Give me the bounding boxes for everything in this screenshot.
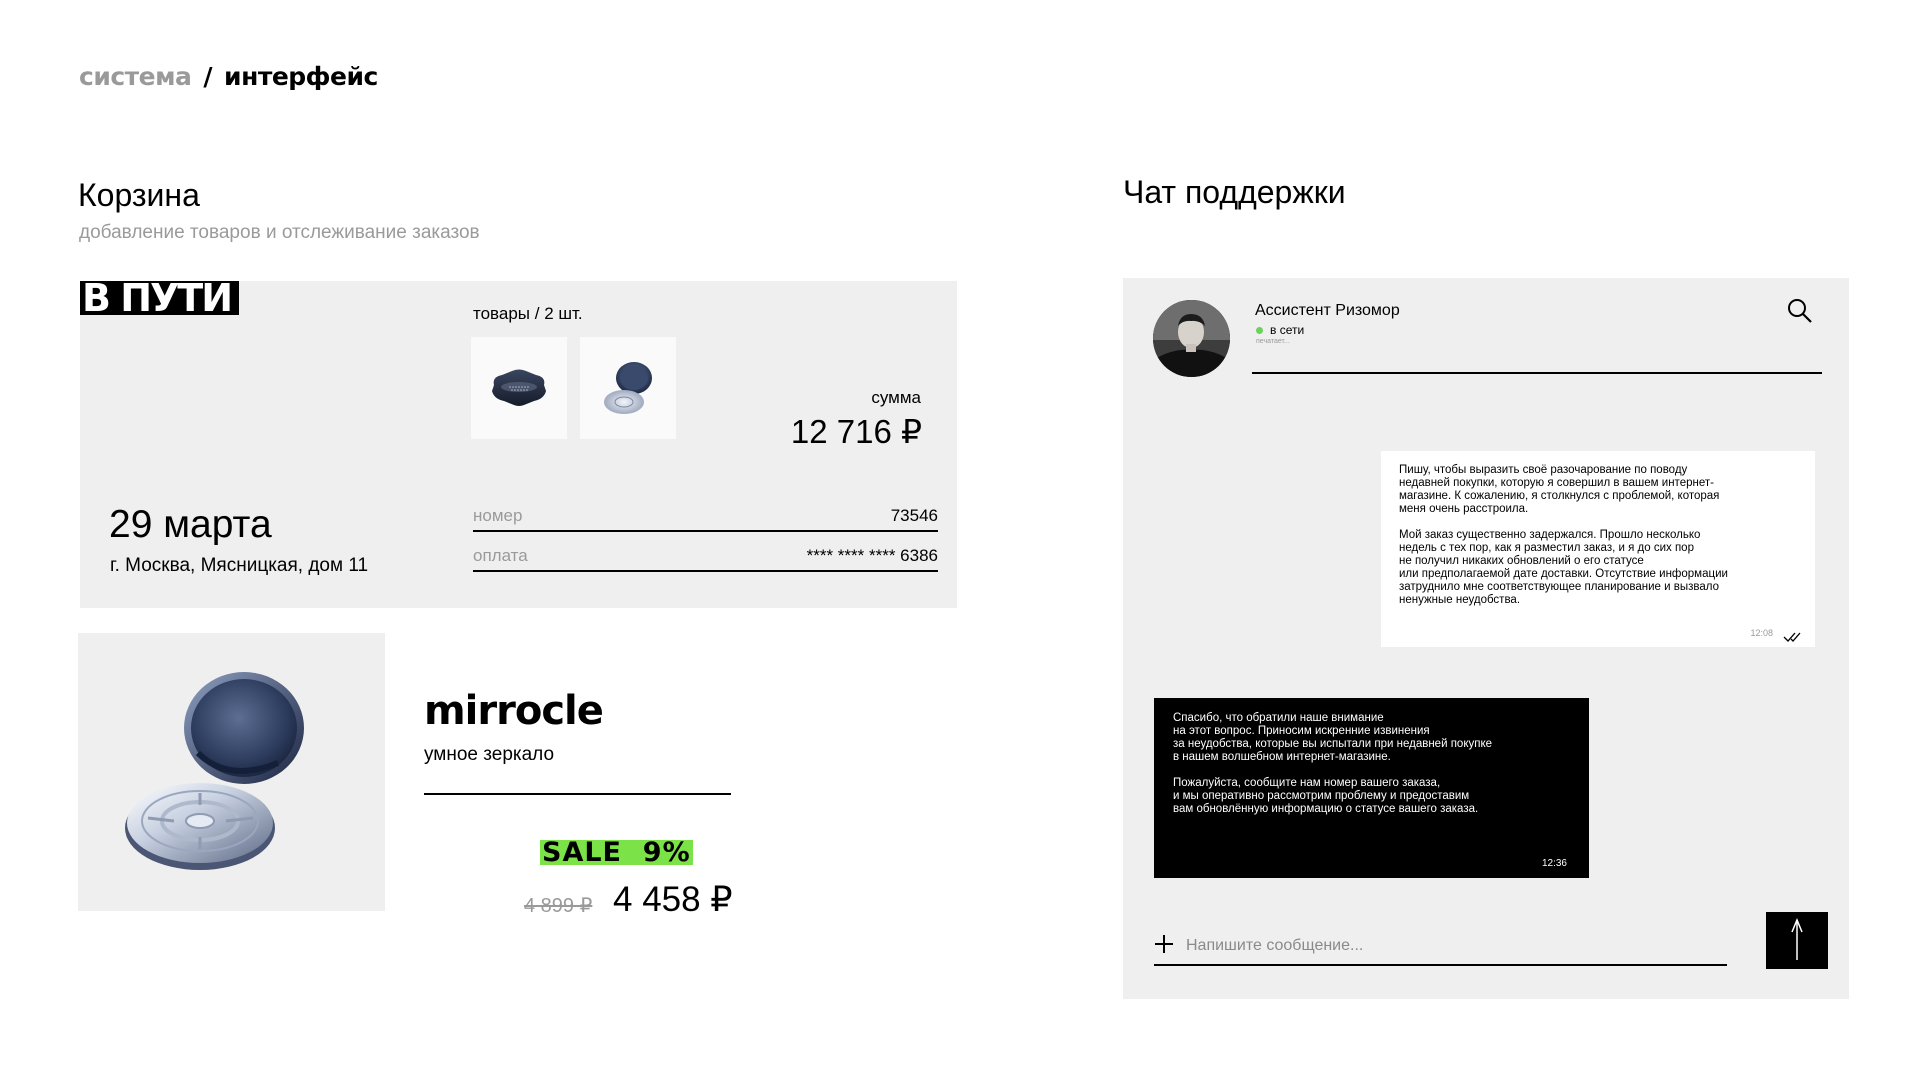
product-description: умное зеркало [424, 744, 555, 765]
breadcrumb-root[interactable]: система [79, 62, 192, 91]
mirror-product-illustration [78, 633, 385, 911]
message-input[interactable] [1154, 928, 1727, 966]
typing-indicator: печатает... [1256, 338, 1290, 345]
agent-name: Ассистент Ризомор [1255, 302, 1400, 319]
order-number-value: 73546 [890, 506, 938, 525]
chat-message-agent [1154, 698, 1589, 878]
order-payment-label: оплата [473, 546, 528, 565]
support-chat [1123, 278, 1849, 999]
order-number-row [473, 499, 938, 532]
order-number-label: номер [473, 506, 523, 525]
product-brand: mirrocle [424, 688, 603, 734]
order-sum-value: 12 716 ₽ [790, 413, 922, 450]
double-check-icon [1783, 629, 1805, 639]
plus-icon[interactable] [1153, 933, 1175, 955]
send-arrow-icon [1766, 912, 1828, 969]
avatar[interactable] [1153, 300, 1230, 377]
product-image[interactable] [78, 633, 385, 911]
order-sum-label: сумма [871, 388, 921, 407]
product-divider [424, 793, 731, 795]
chat-title: Чат поддержки [1123, 174, 1346, 210]
message-time: 12:08 [1750, 628, 1773, 638]
chat-header-divider [1252, 372, 1822, 374]
product-mirror-image [598, 356, 658, 420]
online-status-dot [1256, 327, 1263, 334]
cart-subtitle: добавление товаров и отслеживание заказов [79, 222, 480, 243]
order-item-thumbnail[interactable] [471, 337, 567, 439]
breadcrumb-current: интерфейс [224, 62, 378, 91]
message-time: 12:36 [1541, 858, 1567, 869]
product-old-price: 4 899 ₽ [524, 895, 593, 917]
cart-title: Корзина [78, 177, 200, 213]
order-card[interactable] [80, 281, 957, 608]
message-text: Пишу, чтобы выразить своё разочарование по поводу недавней покупки, которую я совершил в вашем интернет- магазине. К сожалению, я столкнулся с проблемой, которая меня очень расстроила. Мой заказ существенно задержался. Прошло несколько недель с тех пор, как я разместил заказ, и я до сих пор не получил никаких обновлений о его статусе или предполагаемой дате доставки. Отсутствие информации затруднило мне соответствующее планирование и вызвало ненужные неудобства. [1399, 464, 1728, 606]
order-payment-value: **** **** **** 6386 [806, 546, 938, 565]
chat-message-user [1381, 451, 1815, 647]
order-date: 29 марта [109, 503, 272, 546]
order-items-title: товары / 2 шт. [473, 304, 583, 323]
breadcrumb-separator: / [203, 62, 213, 91]
order-item-thumbnail[interactable] [580, 337, 676, 439]
sale-badge: SALE 9% [542, 837, 691, 868]
order-payment-row [473, 539, 938, 572]
breadcrumb [79, 62, 378, 91]
order-address: г. Москва, Мясницкая, дом 11 [110, 555, 369, 576]
agent-status: в сети [1270, 323, 1305, 337]
product-puck-image [484, 363, 554, 413]
search-icon[interactable] [1785, 296, 1815, 326]
order-status-badge: В ПУТИ [80, 281, 239, 315]
message-text: Спасибо, что обратили наше внимание на этот вопрос. Приносим искренние извинения за неудобства, которые вы испытали при недавней покупке в нашем волшебном интернет-магазине. Пожалуйста, сообщите нам номер вашего заказа, и мы оперативно рассмотрим проблему и предоставим вам обновлённую информацию о статусе вашего заказа. [1173, 712, 1493, 815]
agent-photo [1153, 300, 1230, 377]
product-new-price: 4 458 ₽ [613, 880, 733, 919]
send-button[interactable] [1766, 912, 1828, 969]
